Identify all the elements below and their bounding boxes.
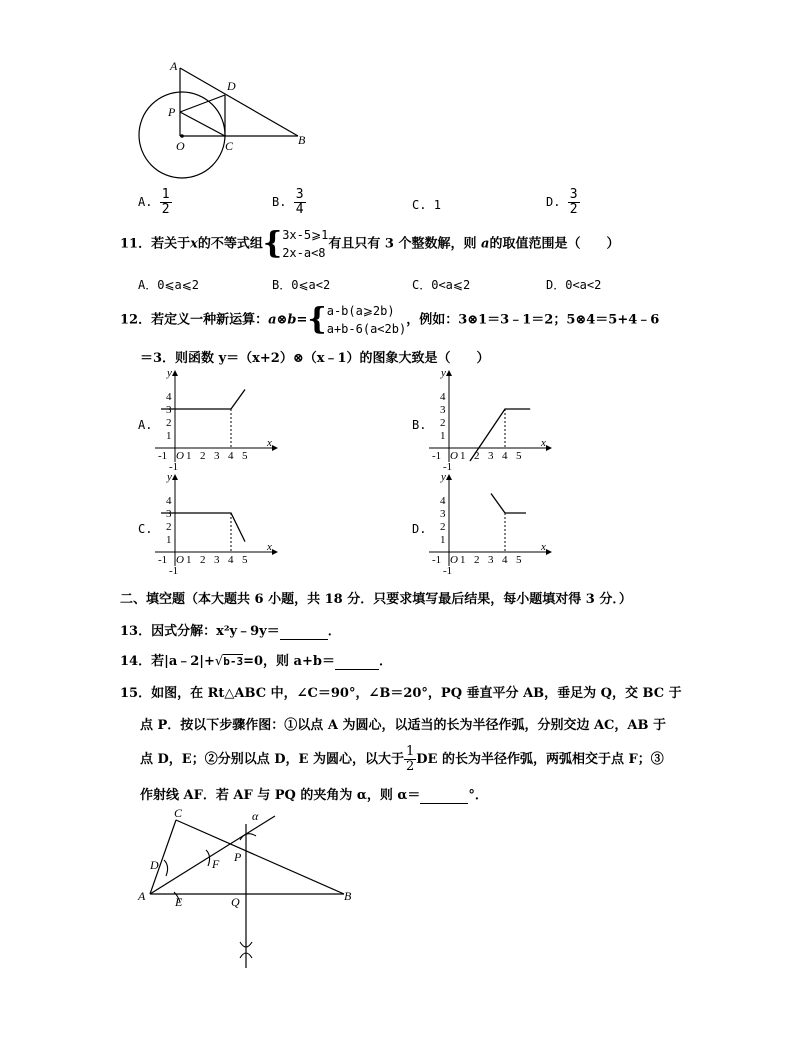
y-tick-label: -1: [443, 565, 453, 577]
y-tick-label: 3: [166, 508, 172, 520]
label-C: C: [174, 806, 183, 820]
y-var-label: y: [441, 471, 446, 483]
q12-graph-a: [150, 366, 280, 473]
y-tick-label: 1: [440, 534, 446, 546]
label-P: P: [168, 105, 176, 119]
y-var-label: y: [167, 367, 172, 379]
x-tick-label: -1: [158, 450, 168, 462]
x-tick-label: 4: [502, 554, 508, 566]
x-tick-label: 3: [488, 450, 494, 462]
y-axis-arrow: [172, 474, 178, 480]
x-tick-label: -1: [158, 554, 168, 566]
q12-graph-letter-d: D.: [412, 522, 427, 536]
q13: 13．因式分解：x²y﹣9y＝ ．: [120, 624, 341, 639]
x-axis-arrow: [546, 445, 552, 451]
x-tick-label: 4: [228, 450, 234, 462]
y-tick-label: 4: [440, 495, 446, 507]
x-axis-arrow: [272, 445, 278, 451]
y-tick-label: 3: [440, 404, 446, 416]
q11-option-d: D．0<a<2: [546, 278, 602, 292]
q15-figure: [130, 806, 370, 976]
label-D: D: [227, 79, 236, 93]
q10-figure: [120, 50, 320, 200]
q10-option-a: A. $\frac{1}{2}$: [138, 187, 170, 217]
y-tick-label: 2: [440, 417, 446, 429]
y-tick-label: 4: [166, 495, 172, 507]
x-tick-label: 2: [474, 554, 480, 566]
origin-label: O: [450, 554, 458, 566]
origin-label: O: [176, 450, 184, 462]
y-tick-label: 1: [440, 430, 446, 442]
y-tick-label: -1: [443, 461, 453, 473]
q10-option-b: B. $\frac{3}{4}$: [272, 187, 304, 217]
label-B: B: [298, 133, 306, 147]
q11-stem: 11．若关于x的不等式组{ 3x-5⩾1 2x-a<8 有且只有 3 个整数解，则 a的取值范围是（ ）: [120, 226, 620, 261]
x-tick-label: 1: [460, 554, 466, 566]
q12-graph-b: [424, 366, 554, 473]
x-tick-label: 4: [502, 450, 508, 462]
q10-option-c: C. 1: [412, 198, 441, 212]
label-E: E: [175, 895, 183, 909]
x-tick-label: 4: [228, 554, 234, 566]
q11-option-b: B．0⩽a<2: [272, 278, 331, 292]
q15-line2: 点 P．按以下步骤作图：①以点 A 为圆心，以适当的长为半径作弧，分别交边 AC，AB 于: [140, 718, 666, 733]
label-P: P: [234, 850, 242, 864]
q11-option-c: C．0<a⩽2: [412, 278, 471, 292]
q12-stem-line2: ＝3．则函数 y＝（x+2）⊗（x﹣1）的图象大致是（ ）: [140, 351, 490, 366]
label-alpha: α: [252, 809, 259, 823]
label-F: F: [212, 857, 220, 871]
x-tick-label: 5: [516, 450, 522, 462]
x-axis-arrow: [546, 549, 552, 555]
x-var-label: x: [267, 541, 272, 553]
q15-line1: 15．如图，在 Rt△ABC 中，∠C＝90°，∠B＝20°，PQ 垂直平分 AB，垂足为 Q，交 BC 于: [120, 686, 682, 701]
x-tick-label: 2: [474, 450, 480, 462]
y-axis-arrow: [172, 370, 178, 376]
y-tick-label: 3: [166, 404, 172, 416]
x-tick-label: 3: [214, 554, 220, 566]
x-tick-label: 5: [242, 450, 248, 462]
y-tick-label: 2: [440, 521, 446, 533]
y-tick-label: 1: [166, 430, 172, 442]
graph-line: [161, 513, 245, 542]
x-tick-label: 1: [460, 450, 466, 462]
x-tick-label: 2: [200, 450, 206, 462]
q12-graph-c: [150, 470, 280, 577]
x-tick-label: -1: [432, 554, 442, 566]
x-var-label: x: [267, 437, 272, 449]
label-B: B: [344, 889, 352, 903]
x-tick-label: -1: [432, 450, 442, 462]
label-C: C: [225, 139, 234, 153]
label-A: A: [170, 59, 178, 73]
x-axis-arrow: [272, 549, 278, 555]
q12-graph-letter-b: B.: [412, 418, 427, 432]
y-tick-label: 3: [440, 508, 446, 520]
y-var-label: y: [441, 367, 446, 379]
y-tick-label: 2: [166, 417, 172, 429]
y-axis-arrow: [446, 474, 452, 480]
y-tick-label: -1: [169, 461, 179, 473]
x-tick-label: 5: [242, 554, 248, 566]
q12-graph-letter-c: C.: [138, 522, 153, 536]
section-2-title: 二、填空题（本大题共 6 小题，共 18 分．只要求填写最后结果，每小题填对得 3 分．）: [120, 592, 632, 607]
q15-line3: 点 D，E；②分别以点 D，E 为圆心，以大于 $\frac{1}{2}$ DE 的长为半径作弧，两弧相交于点 F；③: [140, 744, 664, 774]
graph-line: [491, 494, 526, 514]
x-tick-label: 3: [214, 450, 220, 462]
y-tick-label: -1: [169, 565, 179, 577]
y-tick-label: 4: [440, 391, 446, 403]
origin-label: O: [450, 450, 458, 462]
label-Q: Q: [231, 895, 240, 909]
y-tick-label: 2: [166, 521, 172, 533]
x-tick-label: 1: [186, 450, 192, 462]
q12-graph-d: [424, 470, 554, 577]
graph-line: [161, 390, 245, 410]
q14: 14．若|a﹣2|+√b-3=0，则 a+b＝ ．: [120, 654, 392, 669]
x-var-label: x: [541, 437, 546, 449]
x-var-label: x: [541, 541, 546, 553]
y-tick-label: 4: [166, 391, 172, 403]
q10-option-d: D. $\frac{3}{2}$: [546, 187, 578, 217]
x-tick-label: 3: [488, 554, 494, 566]
q12-stem: 12．若定义一种新运算：a⊗b={ a-b(a⩾2b) a+b-6(a<2b) ，例如：3⊗1＝3﹣1＝2；5⊗4＝5+4﹣6: [120, 302, 660, 337]
y-tick-label: 1: [166, 534, 172, 546]
y-axis-arrow: [446, 370, 452, 376]
sqrt-expression: b-3: [223, 655, 244, 668]
q15-line4: 作射线 AF．若 AF 与 PQ 的夹角为 α，则 α＝ °．: [140, 788, 488, 803]
label-A: A: [138, 889, 146, 903]
x-tick-label: 2: [200, 554, 206, 566]
q12-graph-letter-a: A.: [138, 418, 153, 432]
x-tick-label: 5: [516, 554, 522, 566]
q11-option-a: A．0⩽a⩽2: [138, 278, 200, 292]
x-tick-label: 1: [186, 554, 192, 566]
label-D: D: [150, 858, 159, 872]
label-O: O: [176, 139, 185, 153]
origin-label: O: [176, 554, 184, 566]
y-var-label: y: [167, 471, 172, 483]
